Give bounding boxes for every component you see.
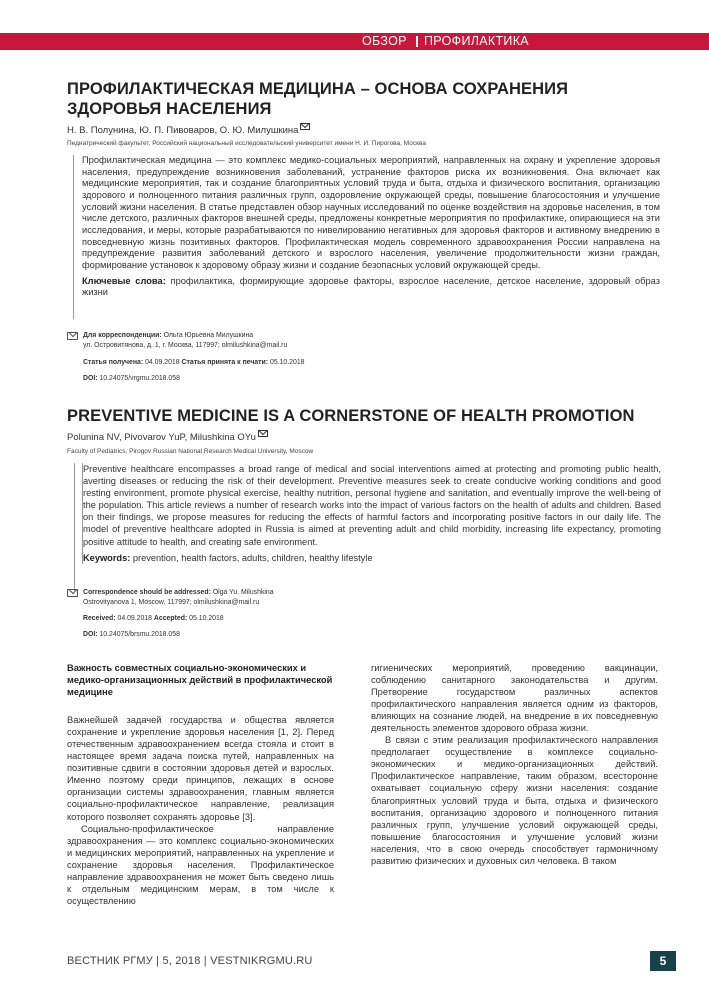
en-keywords-label: Keywords:	[83, 552, 131, 563]
page-number: 5	[650, 951, 676, 971]
en-received-label: Received:	[83, 615, 116, 622]
en-affiliation: Faculty of Pediatrics, Pirogov Russian National Research Medical University, Moscow	[67, 448, 314, 455]
en-keywords-text: prevention, health factors, adults, children, healthy lifestyle	[132, 552, 373, 563]
section-label-prevention: ПРОФИЛАКТИКА	[424, 34, 529, 48]
en-corr-label: Correspondence should be addressed:	[83, 589, 211, 596]
section-heading: Важность совместных социально-экономических и медико-организационных действий в профилактической медицине	[67, 663, 333, 698]
ru-correspondence	[67, 331, 287, 351]
en-doi-label: DOI:	[83, 631, 98, 638]
ru-received: 04.09.2018	[145, 359, 180, 366]
ru-received-label: Статья получена:	[83, 359, 144, 366]
body-paragraph: Социально-профилактическое направление здравоохранения — это комплекс социально-экономических и медицинских мероприятий, направленных на укрепление и сохранение здоровья населения. Профилактическое направление здравоохранения не может быть сведено лишь к отдельным медицинским мерам, в том числе к осуществлению	[67, 823, 334, 906]
abstract-rule	[73, 155, 74, 319]
ru-dates	[83, 359, 305, 366]
en-correspondence	[67, 588, 274, 608]
ru-corr-address: ул. Островитянова, д. 1, г. Москва, 117997; olmilushkina@mail.ru	[83, 342, 288, 349]
envelope-icon	[67, 332, 78, 340]
mail-icon	[300, 123, 310, 130]
en-authors	[67, 430, 268, 443]
en-accepted: 05.10.2018	[189, 615, 224, 622]
en-accepted-label: Accepted:	[153, 615, 188, 622]
en-corr-name: Olga Yu. Milushkina	[212, 589, 274, 596]
section-band	[0, 33, 709, 50]
ru-title	[67, 79, 627, 119]
ru-abstract	[82, 155, 660, 299]
body-paragraph: гигиенических мероприятий, проведению вакцинации, соблюдению санитарного законодательства и другим. Претворение государством различных аспектов профилактического направления является одним из факторов, влияющих на сознание людей, на внедрение в их повседневную деятельность элементов здорового образа жизни.	[371, 663, 658, 734]
en-authors-text: Polunina NV, Pivovarov YuP, Milushkina OYu	[67, 432, 256, 443]
envelope-icon	[67, 589, 78, 597]
en-dates	[83, 615, 224, 622]
ru-doi	[83, 375, 180, 382]
section-divider	[416, 36, 418, 47]
en-abstract-text: Preventive healthcare encompasses a broad range of medical and social interventions aimed at protecting and promoting public health, averting diseases or reducing the risk of their development. Preventive measures seek to create conducive working conditions and good resting environment, promote physical exercise, healthy nutrition, personal hygiene and sanitation, and eventually improve the well-being of the population. This article reviews a number of research works into the impact of various factors on the health of adults and children. Based on their findings, we propose measures for reducing the effects of harmful factors and incorporating positive factors in our daily life. The model of preventive healthcare adopted in Russia is aimed at preventing adult and child morbidity, increasing life expectancy, promoting positive attitude to health, and creating safe environment.	[83, 464, 661, 547]
journal-footer: ВЕСТНИК РГМУ | 5, 2018 | VESTNIKRGMU.RU	[67, 955, 313, 967]
body-paragraph: Важнейшей задачей государства и общества является сохранение и укрепление здоровья населения [1, 2]. Перед отечественным здравоохранением всегда стояла и стоит в настоящее время задача поиска путей, направленных на позитивные сдвиги в состоянии здоровья детей и взрослых. Именно поэтому среди принципов, лежащих в основе организации системы здравоохранения, главным является социально-профилактическое направление, реализация которого позволяет сохранять здоровье [3].	[67, 715, 334, 822]
body-paragraph: В связи с этим реализация профилактического направления предполагает осуществление в комплексе социально-экономических и медико-организационных действий. Профилактическое направление, таким образом, всесторонне охватывает социальную сферу жизни населения: создание благоприятных условий труда и быта, отдыха и физического воспитания, организацию здорового и полноценного питания различных групп, улучшение условий окружающей среды, повышение благосостояния и улучшение условий жизни населения, что в свою очередь способствует гармоничному развитию физических и духовных сил человека. В таком	[371, 735, 658, 866]
en-doi	[83, 631, 180, 638]
ru-authors-text: Н. В. Полунина, Ю. П. Пивоваров, О. Ю. Милушкина	[67, 125, 299, 136]
ru-keywords-label: Ключевые слова:	[82, 275, 166, 286]
ru-abstract-text: Профилактическая медицина — это комплекс медико-социальных мероприятий, направленных на охрану и укрепление здоровья населения, предупреждение возникновения заболеваний, устранение факторов риска их возникновения. Она включает как медицинские мероприятия, так и создание благоприятных условий труда и быта, отдыха и физического воспитания, организацию здорового и полноценного питания различных групп, оздоровление окружающей среды, повышение благосостояния и улучшение условий жизни населения. В статье представлен обзор научных исследований по оценке воздействия на здоровье населения, в том числе детского, различных факторов внешней среды, предложены конкретные мероприятия по профилактике, опирающиеся на эти исследования, и меры, которые разрабатываются по нивелированию негативных для здоровья факторов и активному внедрению в повседневную жизнь позитивных факторов. Профилактическая модель современного здравоохранения России направлена на предупреждение развития заболеваний детского и взрослого населения, увеличение продолжительности жизни граждан, формирование установок к здоровому образу жизни и создание безопасных условий окружающей среды.	[82, 155, 660, 270]
en-title: PREVENTIVE MEDICINE IS A CORNERSTONE OF HEALTH PROMOTION	[67, 407, 635, 425]
ru-corr-name: Ольга Юрьевна Милушкина	[163, 332, 254, 339]
ru-doi-value[interactable]: 10.24075/vrgmu.2018.058	[99, 375, 180, 382]
en-corr-address: Ostrovityanova 1, Moscow, 117997; olmilushkina@mail.ru	[83, 599, 260, 606]
abstract-rule	[74, 463, 75, 591]
en-doi-value[interactable]: 10.24075/brsmu.2018.058	[99, 631, 180, 638]
body-column-right	[371, 662, 658, 867]
en-abstract	[82, 463, 661, 564]
en-keywords	[83, 552, 661, 564]
body-column-left	[67, 662, 334, 907]
ru-accepted-label: Статья принята к печати:	[181, 359, 269, 366]
mail-icon	[258, 430, 268, 437]
ru-keywords-text: профилактика, формирующие здоровье факторы, взрослое население, детское население, здоровый образ жизни	[82, 275, 660, 298]
ru-accepted: 05.10.2018	[270, 359, 305, 366]
section-label-review: ОБЗОР	[362, 34, 407, 48]
en-received: 04.09.2018	[117, 615, 152, 622]
ru-corr-label: Для корреспонденции:	[83, 332, 162, 339]
ru-title-line1: ПРОФИЛАКТИЧЕСКАЯ МЕДИЦИНА – ОСНОВА СОХРАНЕНИЯ	[67, 80, 569, 98]
ru-authors	[67, 123, 310, 136]
ru-title-line2: ЗДОРОВЬЯ НАСЕЛЕНИЯ	[67, 100, 272, 118]
ru-affiliation: Педиатрический факультет, Российский национальный исследовательский университет имени Н. И. Пирогова, Москва	[67, 140, 426, 147]
ru-keywords	[82, 276, 660, 299]
ru-doi-label: DOI:	[83, 375, 98, 382]
